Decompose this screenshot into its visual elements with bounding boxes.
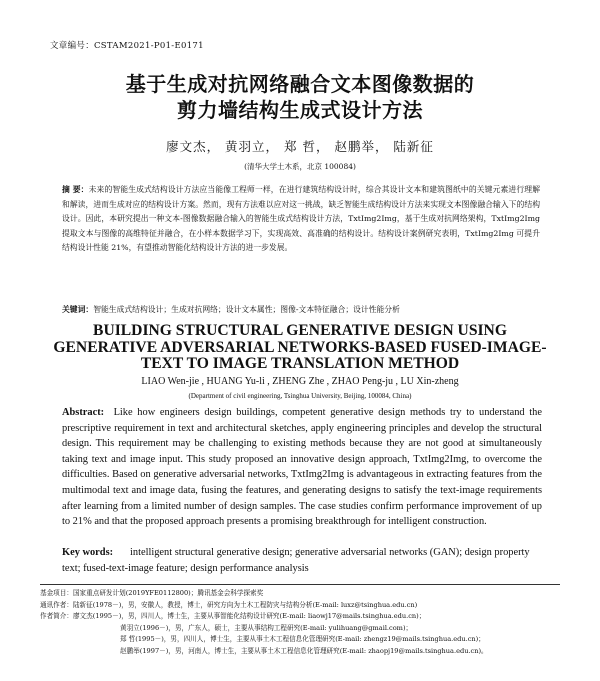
keywords-en-label: Key words: <box>62 547 114 558</box>
footnote-fund: 基金项目：国家重点研发计划(2019YFE0112800)；腾讯基金会科学探索奖 <box>40 589 264 597</box>
footnote-author-2: 黄羽立(1996－)，男，广东人，硕士，主要从事结构工程研究(E-mail: yulihuang@gmail.com)； <box>120 623 413 632</box>
footnote-author-3: 郑 哲(1995－)，男，四川人，博士生，主要从事土木工程信息化管理研究(E-mail: zhengz19@mails.tsinghua.edu.cn)； <box>120 635 485 643</box>
keywords-cn-label: 关键词： <box>62 305 94 314</box>
abstract-en-text: Like how engineers design buildings, competent generative design methods try to understand the prescriptive requirement in text and architectural sketches, apply engineering principles and develop the structural design. This requirement may be challenging to existing methods because they are not good at simultaneously taking text and image input. This study proposed an innovative design approach, TxtImg2Img, to overcome the difficulties. Based on generative adversarial networks, TxtImg2Img is advantageous in extracting features from the multimodal text and image data, fusing the features, and generating designs to satisfy the text-image requirements after learning from a limited number of design samples. The case studies confirm performance improvement of up to 21% and that the proposed approach presents a promising breakthrough for intelligent construction. <box>62 407 542 528</box>
abstract-en-label: Abstract: <box>62 407 105 418</box>
authors-en: LIAO Wen-jie , HUANG Yu-li , ZHENG Zhe , ZHAO Peng-ju , LU Xin-zheng <box>141 376 459 387</box>
keywords-en <box>62 545 542 576</box>
footnote-author-4: 赵鹏举(1997－)，男，河南人，博士生，主要从事土木工程信息化管理研究(E-mail: zhaopj19@mails.tsinghua.edu.cn)。 <box>120 646 488 655</box>
keywords-cn-text: 智能生成式结构设计；生成对抗网络；设计文本属性；图像-文本特征融合；设计性能分析 <box>93 305 400 314</box>
article-number: 文章编号：CSTAM2021-P01-E0171 <box>50 41 204 51</box>
keywords-en-text: intelligent structural generative design; generative adversarial networks (GAN); design property text; fused-text-image feature; design performance analysis <box>62 547 530 574</box>
abstract-cn-label: 摘 要： <box>62 185 89 194</box>
title-en: BUILDING STRUCTURAL GENERATIVE DESIGN USING GENERATIVE ADVERSARIAL NETWORKS-BASED FUSED-IMAGE-TEXT TO IMAGE TRANSLATION METHOD <box>53 322 547 373</box>
footnote-author-1: 作者简介：廖文杰(1995－)，男，四川人，博士生，主要从事智能化结构设计研究(E-mail: liaowj17@mails.tsinghua.edu.cn)； <box>40 612 426 620</box>
footnotes <box>40 584 560 657</box>
title-cn-line-1: 基于生成对抗网络融合文本图像数据的 <box>125 72 475 96</box>
affiliation-cn: (清华大学土木系，北京 100084) <box>244 162 356 171</box>
abstract-en <box>62 405 542 530</box>
keywords-cn <box>62 304 540 315</box>
abstract-cn-text: 未来的智能生成式结构设计方法应当能像工程师一样，在进行建筑结构设计时，综合其设计文本和建筑图纸中的关键元素进行理解和解读，进而生成对应的结构设计方案。然而，现有方法难以应对这一挑战，缺乏智能生成结构设计方法来实现文本图像融合输入下的结构设计。因此，本研究提出一种文本-图像数据融合输入的智能生成式结构设计方法，TxtImg2Img，基于生成对抗网络架构，TxtImg2Img 提取文本与图像的高维特征并融合，在小样本数据学习下，实现高效、高准确的结构设计。结构设计案例研究表明，TxtImg2Img 可提升结构设计性能 21%，有望推动智能化结构设计方法的进一步发展。 <box>62 185 540 253</box>
affiliation-en: (Department of civil engineering, Tsinghua University, Beijing, 100084, China) <box>188 392 412 400</box>
footnote-authors-label: 作者简介： <box>40 612 73 620</box>
title-cn-line-2: 剪力墙结构生成式设计方法 <box>177 98 423 122</box>
abstract-cn <box>62 183 540 256</box>
footnote-corresponding: 通讯作者：陆新征(1978－)，男，安徽人，教授，博士，研究方向为土木工程防灾与结构分析(E-mail: luxz@tsinghua.edu.cn) <box>40 600 418 609</box>
authors-cn: 廖文杰， 黄羽立， 郑 哲， 赵鹏举， 陆新征 <box>166 139 434 154</box>
